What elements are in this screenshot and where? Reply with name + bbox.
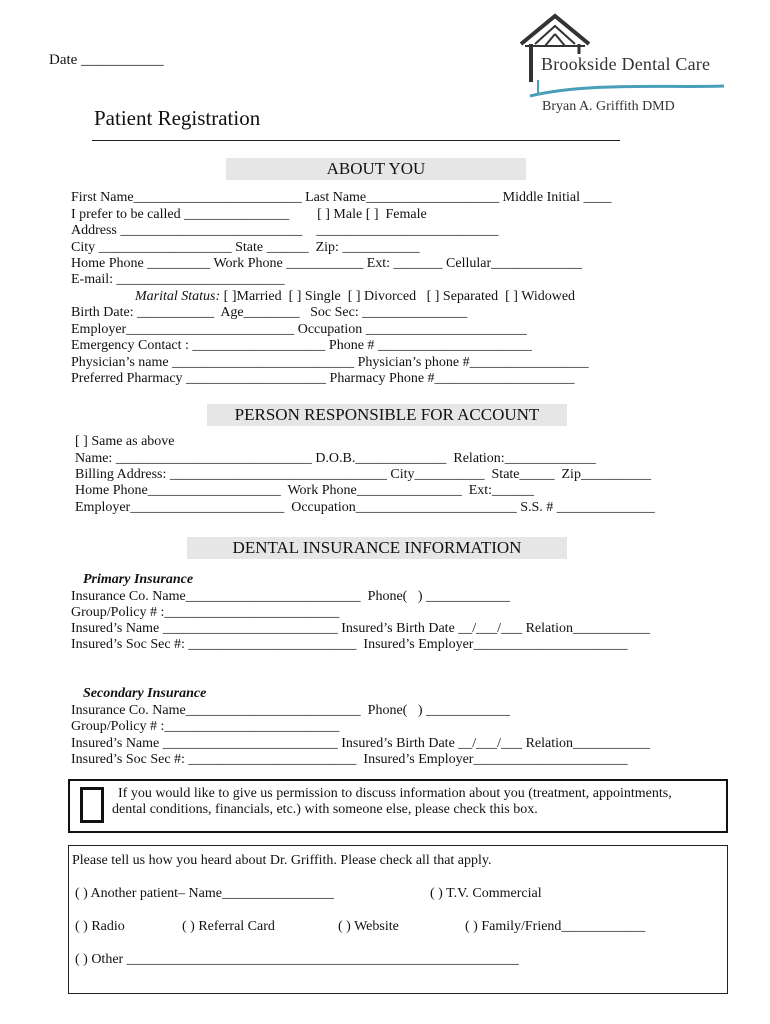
marital-status-row[interactable] (135, 289, 575, 305)
about-line[interactable]: City ___________________ State ______ Zip: ___________ (71, 240, 420, 255)
responsible-line[interactable]: Home Phone___________________ Work Phone_______________ Ext:______ (75, 483, 535, 498)
about-line[interactable]: First Name________________________ Last Name___________________ Middle Initial ____ (71, 190, 612, 205)
about-line[interactable]: Address __________________________ __________________________ (71, 223, 499, 238)
about-line[interactable]: I prefer to be called _______________ [ ] Male [ ] Female (71, 207, 427, 222)
secondary-insurance-line[interactable]: Insured’s Soc Sec #: ________________________ Insured’s Employer______________________ (71, 752, 628, 767)
secondary-insurance-label: Secondary Insurance (83, 686, 207, 701)
about-line[interactable]: Home Phone _________ Work Phone ___________ Ext: _______ Cellular_____________ (71, 256, 583, 271)
secondary-insurance-line[interactable]: Group/Policy # :_________________________ (71, 719, 340, 734)
primary-insurance-line[interactable]: Insured’s Name _________________________ Insured’s Birth Date __/___/___ Relation___________ (71, 621, 650, 636)
permission-text: If you would like to give us permission to discuss information about you (treatment, appointments, (118, 786, 672, 801)
option-radio[interactable]: ( ) Radio (75, 919, 125, 934)
date-field[interactable]: Date ___________ (49, 52, 164, 68)
responsible-line[interactable]: Employer______________________ Occupation_______________________ S.S. # ______________ (75, 500, 655, 515)
referral-prompt: Please tell us how you heard about Dr. Griffith. Please check all that apply. (72, 853, 492, 868)
marital-status-label: Marital Status: (135, 289, 221, 304)
option-family-friend[interactable]: ( ) Family/Friend____________ (465, 919, 646, 934)
primary-insurance-label: Primary Insurance (83, 572, 194, 587)
responsible-line[interactable]: Billing Address: _______________________________ City__________ State_____ Zip__________ (75, 467, 651, 482)
about-line[interactable]: Physician’s name __________________________ Physician’s phone #_________________ (71, 355, 589, 370)
doctor-name: Bryan A. Griffith DMD (542, 99, 675, 114)
page-title: Patient Registration (94, 106, 261, 130)
about-line[interactable]: Birth Date: ___________ Age________ Soc Sec: _______________ (71, 305, 468, 320)
secondary-insurance-line[interactable]: Insured’s Name _________________________ Insured’s Birth Date __/___/___ Relation___________ (71, 736, 650, 751)
option-another-patient[interactable]: ( ) Another patient– Name________________ (75, 886, 334, 901)
about-line[interactable]: E-mail: ________________________ (71, 272, 285, 287)
title-underline (92, 140, 620, 141)
responsible-line[interactable]: Name: ____________________________ D.O.B._____________ Relation:_____________ (75, 451, 596, 466)
marital-status-options[interactable]: [ ]Married [ ] Single [ ] Divorced [ ] Separated [ ] Widowed (220, 289, 576, 304)
swoosh-icon (528, 76, 728, 100)
about-heading: ABOUT YOU (226, 158, 526, 180)
option-referral-card[interactable]: ( ) Referral Card (182, 919, 275, 934)
option-tv-commercial[interactable]: ( ) T.V. Commercial (430, 886, 542, 901)
insurance-heading: DENTAL INSURANCE INFORMATION (187, 537, 567, 559)
practice-name: Brookside Dental Care (541, 54, 711, 74)
secondary-insurance-line[interactable]: Insurance Co. Name_________________________ Phone( ) ____________ (71, 703, 511, 718)
responsible-heading: PERSON RESPONSIBLE FOR ACCOUNT (207, 404, 567, 426)
permission-checkbox[interactable] (80, 787, 104, 823)
same-as-above-checkbox[interactable]: [ ] Same as above (75, 434, 175, 449)
about-line[interactable]: Emergency Contact : ___________________ Phone # ______________________ (71, 338, 532, 353)
primary-insurance-line[interactable]: Insured’s Soc Sec #: ________________________ Insured’s Employer______________________ (71, 637, 628, 652)
primary-insurance-line[interactable]: Group/Policy # :_________________________ (71, 605, 340, 620)
about-line[interactable]: Preferred Pharmacy ____________________ Pharmacy Phone #____________________ (71, 371, 575, 386)
primary-insurance-line[interactable]: Insurance Co. Name_________________________ Phone( ) ____________ (71, 589, 511, 604)
about-line[interactable]: Employer________________________ Occupation _______________________ (71, 322, 527, 337)
permission-text: dental conditions, financials, etc.) with someone else, please check this box. (112, 802, 538, 817)
option-other[interactable]: ( ) Other ________________________________________________________ (75, 952, 519, 967)
option-website[interactable]: ( ) Website (338, 919, 399, 934)
